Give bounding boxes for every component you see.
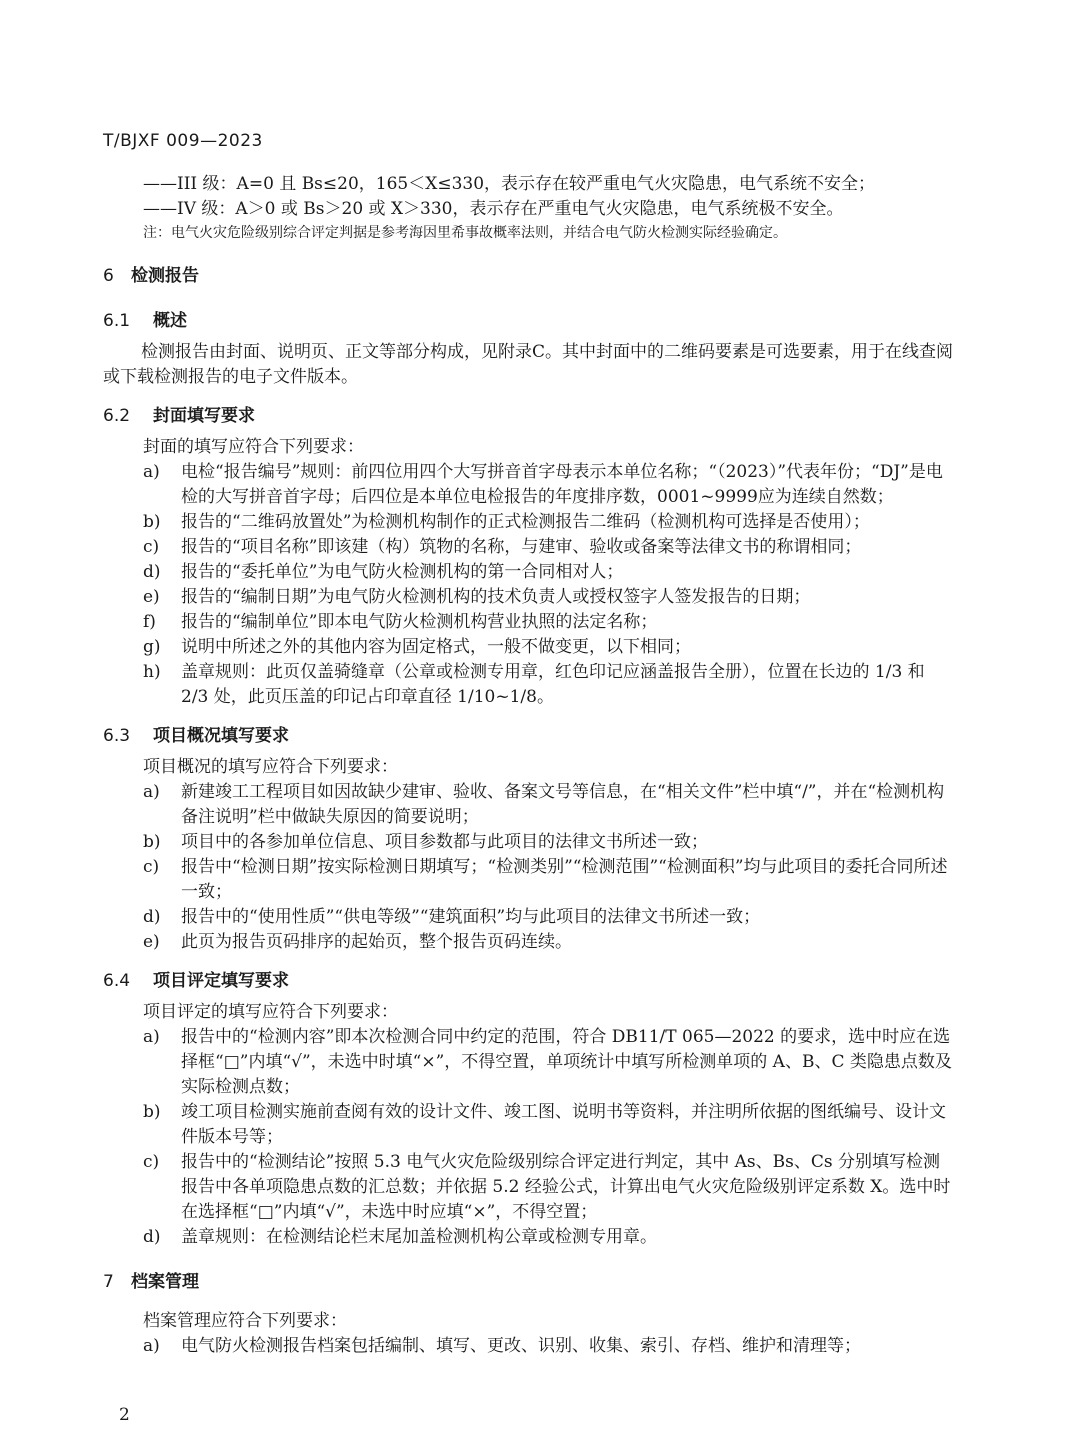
page-content [103, 172, 953, 1359]
list-item [103, 1100, 953, 1150]
item-label: b) [143, 1102, 161, 1122]
section-title: 检测报告 [131, 266, 199, 286]
section-number: 6.2 [103, 406, 131, 426]
section-intro: 项目概况的填写应符合下列要求： [143, 757, 398, 777]
section-title: 封面填写要求 [153, 406, 255, 426]
item-text: 报告中的“检测内容”即本次检测合同中约定的范围，符合 DB11/T 065—2022 的要求，选中时应在选择框“□”内填“√”，未选中时填“×”，不得空置，单项统计中填写所检测单项的 A、B、C 类隐患点数及实际检测点数； [181, 1027, 952, 1097]
item-text: 报告的“编制日期”为电气防火检测机构的技术负责人或授权签字人签发报告的日期； [181, 587, 811, 607]
item-text: 报告中的“使用性质”“供电等级”“建筑面积”均与此项目的法律文书所述一致； [181, 907, 761, 927]
section-6-3-heading [103, 724, 953, 749]
item-text: 报告的“委托单位”为电气防火检测机构的第一合同相对人； [181, 562, 624, 582]
item-label: c) [143, 537, 160, 557]
list-item [103, 635, 953, 660]
item-label: f) [143, 612, 156, 632]
section-7-heading [103, 1270, 953, 1295]
section-title: 项目概况填写要求 [153, 726, 289, 746]
level-4-criterion: ——IV 级：A＞0 或 Bs＞20 或 X＞330，表示存在严重电气火灾隐患，电气系统极不安全。 [143, 199, 844, 219]
item-text: 报告的“二维码放置处”为检测机构制作的正式检测报告二维码（检测机构可选择是否使用）； [181, 512, 870, 532]
section-title: 档案管理 [131, 1272, 199, 1292]
requirement-list [103, 780, 953, 955]
section-6-4-heading [103, 969, 953, 994]
item-text: 项目中的各参加单位信息、项目参数都与此项目的法律文书所述一致； [181, 832, 708, 852]
page-number: 2 [119, 1405, 130, 1425]
item-label: b) [143, 512, 161, 532]
item-label: d) [143, 562, 161, 582]
item-label: g) [143, 637, 161, 657]
item-text: 此页为报告页码排序的起始页，整个报告页码连续。 [181, 932, 572, 952]
level-3-criterion: ——III 级：A=0 且 Bs≤20，165＜X≤330，表示存在较严重电气火灾隐患，电气系统不安全； [143, 174, 876, 194]
section-6-heading [103, 264, 953, 289]
requirement-list [103, 460, 953, 710]
item-label: d) [143, 907, 161, 927]
list-item [103, 780, 953, 830]
section-number: 6.4 [103, 971, 131, 991]
item-text: 电检“报告编号”规则：前四位用四个大写拼音首字母表示本单位名称；“（2023）”代表年份；“DJ”是电检的大写拼音首字母；后四位是本单位电检报告的年度排序数，0001~9999应为连续自然数； [181, 462, 943, 507]
list-item [103, 1334, 953, 1359]
item-label: a) [143, 1336, 160, 1356]
item-text: 新建竣工工程项目如因故缺少建审、验收、备案文号等信息，在“相关文件”栏中填“/”，并在“检测机构备注说明”栏中做缺失原因的简要说明； [181, 782, 945, 827]
item-text: 竣工项目检测实施前查阅有效的设计文件、竣工图、说明书等资料，并注明所依据的图纸编号、设计文件版本号等； [181, 1102, 946, 1147]
item-text: 说明中所述之外的其他内容为固定格式，一般不做变更，以下相同； [181, 637, 691, 657]
item-label: c) [143, 857, 160, 877]
item-text: 报告中的“检测结论”按照 5.3 电气火灾危险级别综合评定进行判定，其中 As、Bs、Cs 分别填写检测报告中各单项隐患点数的汇总数；并依据 5.2 经验公式，计算出电气火灾危险级别评定系数 X。选中时在选择框“□”内填“√”，未选中时应填“×”，不得空置； [181, 1152, 951, 1222]
item-label: b) [143, 832, 161, 852]
item-label: a) [143, 782, 160, 802]
item-text: 盖章规则：在检测结论栏末尾加盖检测机构公章或检测专用章。 [181, 1227, 657, 1247]
criteria-note: 注：电气火灾危险级别综合评定判据是参考海因里希事故概率法则，并结合电气防火检测实际经验确定。 [143, 225, 787, 241]
list-item [103, 905, 953, 930]
list-item [103, 930, 953, 955]
item-label: c) [143, 1152, 160, 1172]
overview-paragraph: 检测报告由封面、说明页、正文等部分构成，见附录C。其中封面中的二维码要素是可选要素，用于在线查阅或下载检测报告的电子文件版本。 [103, 342, 954, 387]
requirement-list [103, 1334, 953, 1359]
section-number: 6 [103, 266, 114, 286]
item-label: a) [143, 462, 160, 482]
item-label: h) [143, 662, 161, 682]
section-6-2-heading [103, 404, 953, 429]
list-item [103, 585, 953, 610]
list-item [103, 855, 953, 905]
list-item [103, 1025, 953, 1100]
item-label: a) [143, 1027, 160, 1047]
item-label: e) [143, 932, 160, 952]
item-text: 报告的“项目名称”即该建（构）筑物的名称，与建审、验收或备案等法律文书的称谓相同； [181, 537, 862, 557]
list-item [103, 560, 953, 585]
list-item [103, 1150, 953, 1225]
section-intro: 项目评定的填写应符合下列要求： [143, 1002, 398, 1022]
section-intro: 封面的填写应符合下列要求： [143, 437, 364, 457]
list-item [103, 660, 953, 710]
list-item [103, 830, 953, 855]
list-item [103, 510, 953, 535]
item-text: 盖章规则：此页仅盖骑缝章（公章或检测专用章，红色印记应涵盖报告全册），位置在长边的 1/3 和 2/3 处，此页压盖的印记占印章直径 1/10~1/8。 [181, 662, 925, 707]
section-title: 概述 [153, 311, 187, 331]
section-6-1-heading [103, 309, 953, 334]
item-label: e) [143, 587, 160, 607]
section-intro: 档案管理应符合下列要求： [143, 1311, 347, 1331]
section-title: 项目评定填写要求 [153, 971, 289, 991]
item-text: 电气防火检测报告档案包括编制、填写、更改、识别、收集、索引、存档、维护和清理等； [181, 1336, 861, 1356]
item-text: 报告的“编制单位”即本电气防火检测机构营业执照的法定名称； [181, 612, 658, 632]
section-number: 6.3 [103, 726, 131, 746]
document-code: T/BJXF 009—2023 [103, 131, 263, 151]
section-number: 6.1 [103, 311, 131, 331]
list-item [103, 610, 953, 635]
list-item [103, 1225, 953, 1250]
section-number: 7 [103, 1272, 114, 1292]
list-item [103, 535, 953, 560]
list-item [103, 460, 953, 510]
item-text: 报告中“检测日期”按实际检测日期填写；“检测类别”“检测范围”“检测面积”均与此项目的委托合同所述一致； [181, 857, 948, 902]
item-label: d) [143, 1227, 161, 1247]
requirement-list [103, 1025, 953, 1250]
